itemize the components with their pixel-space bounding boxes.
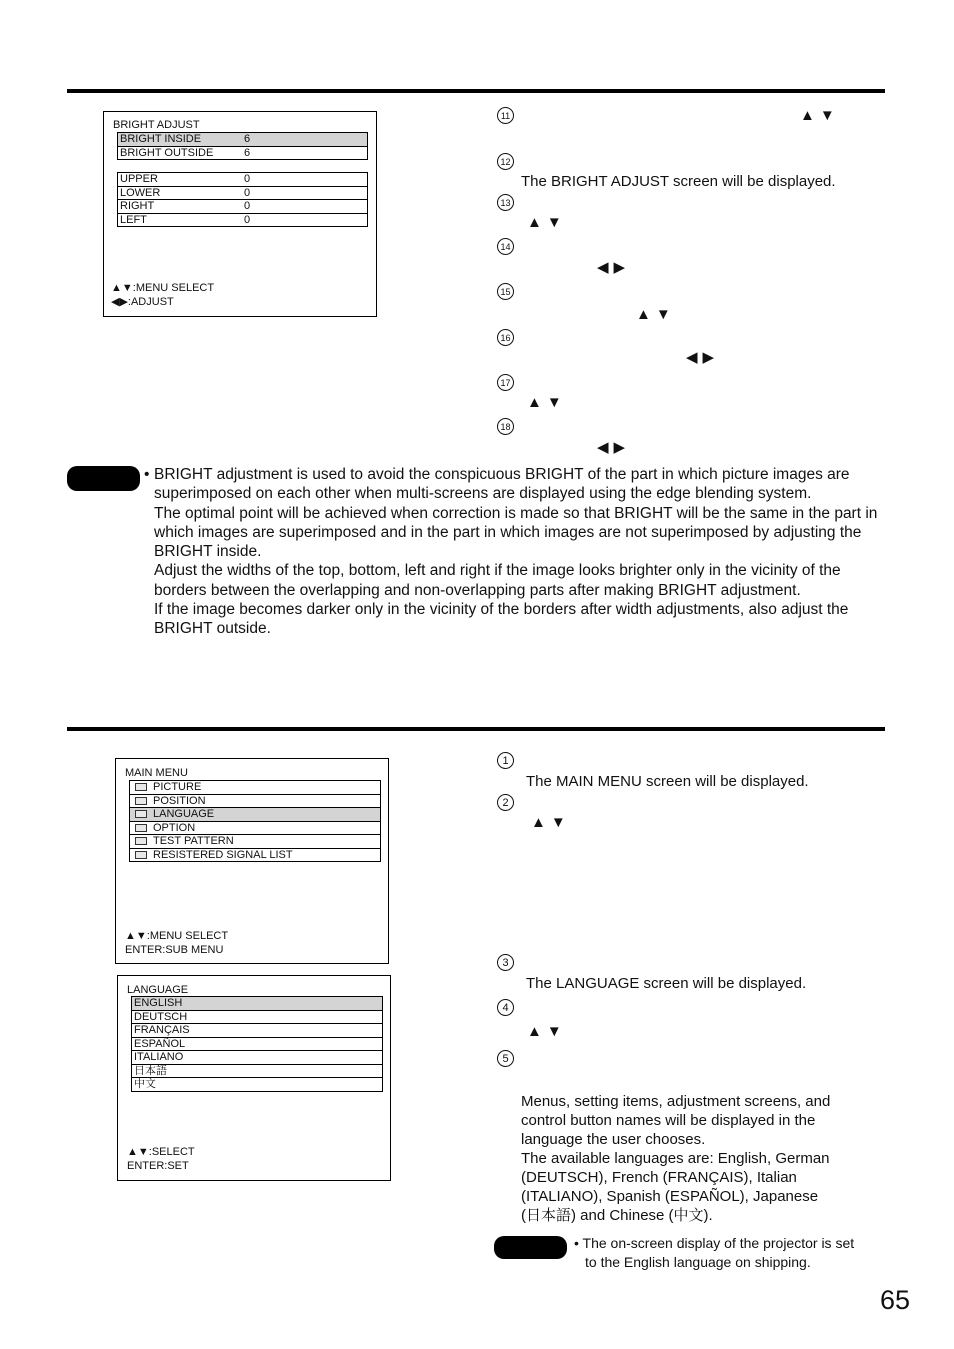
description-line: The available languages are: English, German bbox=[521, 1150, 830, 1167]
language-screen bbox=[117, 975, 391, 1181]
bright-outside-value: 6 bbox=[244, 146, 251, 159]
main-menu-title: MAIN MENU bbox=[125, 767, 188, 779]
language-option-english[interactable]: ENGLISH bbox=[132, 997, 382, 1011]
bright-adjust-note bbox=[144, 465, 884, 639]
signal-list-icon bbox=[135, 851, 147, 859]
bright-adjust-footer bbox=[111, 282, 214, 309]
language-option-espanol[interactable]: ESPAÑOL bbox=[132, 1038, 382, 1052]
menu-item-label: POSITION bbox=[153, 794, 206, 807]
up-down-arrows-icon: ▲▼ bbox=[636, 306, 676, 323]
menu-item-language[interactable] bbox=[130, 808, 380, 822]
lower-row[interactable] bbox=[118, 187, 367, 201]
bright-adjust-title: BRIGHT ADJUST bbox=[113, 119, 200, 131]
menu-item-picture[interactable] bbox=[130, 781, 380, 795]
enter-set-hint: ENTER:SET bbox=[127, 1159, 189, 1172]
left-right-arrows-icon: ◀▶ bbox=[597, 259, 631, 276]
description-line: control button names will be displayed in the bbox=[521, 1112, 816, 1129]
description-line: (DEUTSCH), French (FRANÇAIS), Italian bbox=[521, 1169, 797, 1186]
step-17-marker: 17 bbox=[497, 374, 514, 391]
menu-item-label: OPTION bbox=[153, 821, 196, 834]
language-option-francais[interactable]: FRANÇAIS bbox=[132, 1024, 382, 1038]
bright-outside-row[interactable] bbox=[118, 147, 367, 161]
step-2-marker: 2 bbox=[497, 794, 514, 811]
note-paragraph: BRIGHT adjustment is used to avoid the conspicuous BRIGHT of the part in which picture images are superimposed on each other when multi-screens are displayed using the edge blending system. bbox=[154, 466, 850, 503]
right-label: RIGHT bbox=[120, 200, 155, 212]
left-right-arrows-icon: ◀▶ bbox=[597, 439, 631, 456]
step-3-marker: 3 bbox=[497, 954, 514, 971]
up-down-arrows-icon: ▲▼ bbox=[800, 107, 840, 124]
main-menu-footer bbox=[125, 930, 228, 957]
left-right-arrows-icon: ◀▶ bbox=[686, 349, 720, 366]
note-paragraph: Adjust the widths of the top, bottom, left and right if the image looks brighter only in the vicinity of the borders between the overlapping and non-overlapping parts after making BRIGHT adjustment. bbox=[154, 562, 841, 599]
menu-item-label: TEST PATTERN bbox=[153, 835, 234, 847]
menu-select-hint: ▲▼:MENU SELECT bbox=[111, 282, 215, 294]
menu-item-label: LANGUAGE bbox=[153, 808, 215, 820]
step-5-marker: 5 bbox=[497, 1050, 514, 1067]
width-group bbox=[117, 172, 368, 227]
note-bullet: • bbox=[144, 466, 150, 483]
shipping-language-note bbox=[574, 1234, 854, 1272]
upper-label: UPPER bbox=[120, 173, 158, 185]
step-1-text: The MAIN MENU screen will be displayed. bbox=[526, 773, 809, 790]
step-16-marker: 16 bbox=[497, 329, 514, 346]
description-line: Menus, setting items, adjustment screens, and bbox=[521, 1093, 831, 1110]
step-12-text: The BRIGHT ADJUST screen will be displayed. bbox=[521, 173, 836, 190]
left-label: LEFT bbox=[120, 213, 147, 226]
picture-icon bbox=[135, 783, 147, 791]
bright-adjust-screen bbox=[103, 111, 377, 317]
note-line: • The on-screen display of the projector is set bbox=[574, 1235, 855, 1251]
language-option-deutsch[interactable]: DEUTSCH bbox=[132, 1011, 382, 1025]
section-divider-top bbox=[67, 89, 885, 93]
bright-inside-row[interactable] bbox=[118, 133, 367, 147]
position-icon bbox=[135, 797, 147, 805]
up-down-arrows-icon: ▲▼ bbox=[531, 814, 571, 831]
note-paragraph: The optimal point will be achieved when correction is made so that BRIGHT will be the same in the part in which images are superimposed and in the part in which images are not superimposed by adjusting the BRIGHT inside. bbox=[154, 504, 878, 561]
note-paragraph: If the image becomes darker only in the vicinity of the borders after width adjustments, also adjust the BRIGHT outside. bbox=[154, 601, 849, 638]
step-18-marker: 18 bbox=[497, 418, 514, 435]
test-pattern-icon bbox=[135, 837, 147, 845]
step-15-marker: 15 bbox=[497, 283, 514, 300]
language-title: LANGUAGE bbox=[127, 984, 189, 996]
language-list bbox=[131, 996, 383, 1092]
description-line: (日本語) and Chinese (中文). bbox=[521, 1207, 713, 1224]
bright-inside-value: 6 bbox=[244, 133, 251, 145]
enter-submenu-hint: ENTER:SUB MENU bbox=[125, 943, 224, 956]
upper-value: 0 bbox=[244, 173, 251, 185]
option-icon bbox=[135, 824, 147, 832]
page-number: 65 bbox=[880, 1285, 911, 1315]
step-1-marker: 1 bbox=[497, 752, 514, 769]
note-badge bbox=[67, 466, 140, 491]
right-row[interactable] bbox=[118, 200, 367, 214]
adjust-hint: ◀▶:ADJUST bbox=[111, 295, 174, 308]
language-description bbox=[521, 1092, 830, 1225]
note-line: to the English language on shipping. bbox=[585, 1254, 811, 1270]
select-hint: ▲▼:SELECT bbox=[127, 1146, 195, 1158]
language-option-chinese[interactable]: 中文 bbox=[134, 1078, 156, 1090]
language-option-italiano[interactable]: ITALIANO bbox=[132, 1051, 382, 1065]
menu-item-test-pattern[interactable] bbox=[130, 835, 380, 849]
bright-outside-label: BRIGHT OUTSIDE bbox=[120, 146, 214, 159]
step-13-marker: 13 bbox=[497, 194, 514, 211]
bright-level-group bbox=[117, 132, 368, 160]
language-footer bbox=[127, 1146, 195, 1173]
section-divider-bottom bbox=[67, 727, 885, 731]
upper-row[interactable] bbox=[118, 173, 367, 187]
right-value: 0 bbox=[244, 200, 251, 212]
lower-value: 0 bbox=[244, 186, 251, 199]
language-icon bbox=[135, 810, 147, 818]
step-14-marker: 14 bbox=[497, 238, 514, 255]
step-12-marker: 12 bbox=[497, 153, 514, 170]
menu-select-hint: ▲▼:MENU SELECT bbox=[125, 930, 229, 942]
step-4-marker: 4 bbox=[497, 999, 514, 1016]
up-down-arrows-icon: ▲▼ bbox=[527, 1023, 567, 1040]
main-menu-list bbox=[129, 780, 381, 862]
step-11-marker: 11 bbox=[497, 107, 514, 124]
menu-item-registered-signal-list[interactable] bbox=[130, 849, 380, 863]
menu-item-label: PICTURE bbox=[153, 781, 202, 793]
description-line: language the user chooses. bbox=[521, 1131, 706, 1148]
left-value: 0 bbox=[244, 213, 251, 226]
main-menu-screen bbox=[115, 758, 389, 964]
description-line: (ITALIANO), Spanish (ESPAÑOL), Japanese bbox=[521, 1188, 819, 1205]
language-option-japanese[interactable]: 日本語 bbox=[132, 1065, 382, 1079]
menu-item-label: RESISTERED SIGNAL LIST bbox=[153, 848, 293, 861]
note-badge bbox=[494, 1236, 567, 1259]
bright-inside-label: BRIGHT INSIDE bbox=[120, 133, 202, 145]
step-3-text: The LANGUAGE screen will be displayed. bbox=[526, 975, 807, 992]
lower-label: LOWER bbox=[120, 186, 161, 199]
up-down-arrows-icon: ▲▼ bbox=[527, 394, 567, 411]
left-row[interactable] bbox=[118, 214, 367, 228]
up-down-arrows-icon: ▲▼ bbox=[527, 214, 567, 231]
menu-item-option[interactable] bbox=[130, 822, 380, 836]
menu-item-position[interactable] bbox=[130, 795, 380, 809]
